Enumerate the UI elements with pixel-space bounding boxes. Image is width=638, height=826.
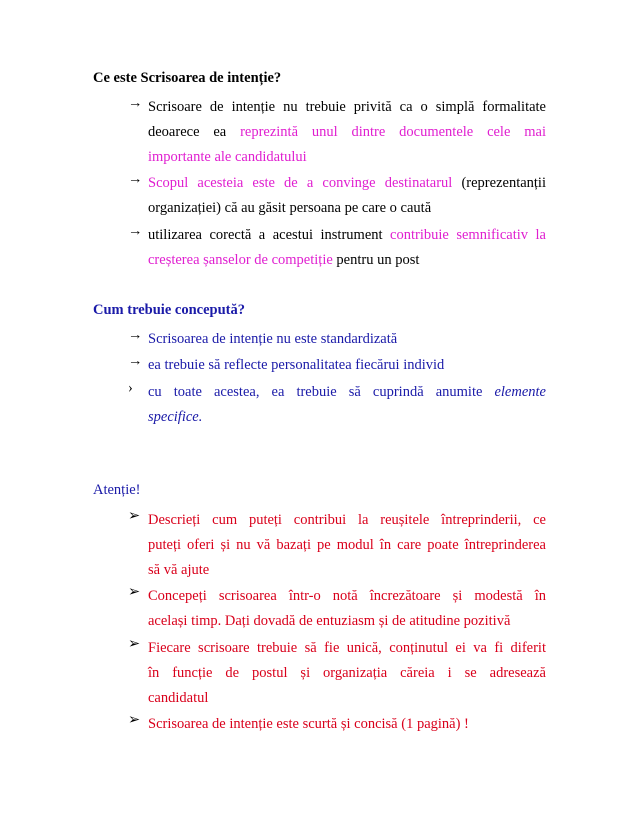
list-item — [128, 95, 546, 170]
text-run: organizației) că au găsit persoana pe care o caută — [148, 200, 432, 216]
text-line — [148, 533, 546, 558]
text-line — [148, 196, 546, 221]
text-line — [148, 712, 546, 737]
list-item — [128, 712, 546, 737]
list-item — [128, 636, 546, 711]
text-run: Descrieți cum puteți contribui la reușitele întreprinderii, ce — [148, 512, 546, 528]
list-item — [128, 171, 546, 221]
text-line — [148, 380, 546, 405]
arrow-icon: → — [128, 223, 143, 239]
bullet-arrowhead-icon: ➢ — [128, 584, 141, 600]
text-run: Scrisoarea de intenție nu este standardizată — [148, 331, 398, 347]
text-run: contribuie semnificativ la — [390, 227, 546, 243]
text-run: specifice. — [148, 409, 203, 425]
arrow-icon: → — [128, 353, 143, 369]
text-run: Scrisoare de intenție nu trebuie privită ca o simplă formalitate — [148, 99, 546, 115]
text-run: elemente — [494, 384, 546, 400]
text-line — [148, 171, 546, 196]
text-line — [148, 95, 546, 120]
list-item — [128, 353, 546, 378]
arrow-icon: → — [128, 95, 143, 111]
list-item — [128, 508, 546, 583]
bullet-arrowhead-icon: ➢ — [128, 636, 141, 652]
text-line — [148, 120, 546, 145]
text-run: deoarece ea — [148, 124, 241, 140]
list-item — [128, 584, 546, 634]
text-run: Scrisoarea de intenție este scurtă și concisă (1 pagină) ! — [148, 716, 469, 732]
section-heading-how-conceived: Cum trebuie concepută? — [93, 302, 245, 318]
text-line — [148, 223, 546, 248]
bullet-arrowhead-icon: ➢ — [128, 508, 141, 524]
text-line — [148, 686, 546, 711]
text-line — [148, 353, 546, 378]
text-run: reprezintă unul dintre documentele cele mai — [240, 124, 546, 140]
text-line — [148, 145, 546, 170]
section-heading-attention: Atenție! — [93, 482, 141, 498]
bullet-arrowhead-icon: ➢ — [128, 712, 141, 728]
text-run: cu toate acestea, ea trebuie să cuprindă anumite — [148, 384, 495, 400]
text-line — [148, 508, 546, 533]
text-run: în funcție de postul și organizația căreia i se adresează — [148, 665, 546, 681]
text-run: Fiecare scrisoare trebuie să fie unică, conținutul ei va fi diferit — [148, 640, 546, 656]
arrow-icon: → — [128, 171, 143, 187]
text-run: ea trebuie să reflecte personalitatea fiecărui individ — [148, 357, 445, 373]
list-item — [128, 380, 546, 430]
text-run: utilizarea corectă a acestui instrument — [148, 227, 391, 243]
chevron-right-icon: › — [128, 380, 133, 396]
list-item — [128, 327, 546, 352]
text-run: să vă ajute — [148, 562, 210, 578]
text-line — [148, 327, 546, 352]
text-line — [148, 248, 546, 273]
arrow-icon: → — [128, 327, 143, 343]
text-run: candidatul — [148, 690, 209, 706]
text-line — [148, 405, 546, 430]
text-run: același timp. Dați dovadă de entuziasm și de atitudine pozitivă — [148, 613, 511, 629]
text-run: importante ale candidatului — [148, 149, 307, 165]
text-run: Scopul acesteia este de a convinge destinatarul — [148, 175, 453, 191]
section-heading-what-is: Ce este Scrisoarea de intenție? — [93, 70, 282, 86]
text-line — [148, 558, 546, 583]
text-run: creșterea șanselor de competiție — [148, 252, 333, 268]
text-line — [148, 584, 546, 609]
text-line — [148, 636, 546, 661]
text-line — [148, 609, 546, 634]
text-run: Concepeți scrisoarea într-o notă încrezătoare și modestă în — [148, 588, 546, 604]
text-run: pentru un post — [332, 252, 420, 268]
list-item — [128, 223, 546, 273]
text-line — [148, 661, 546, 686]
text-run: puteți oferi și nu vă bazați pe modul în care poate întreprinderea — [148, 537, 546, 553]
text-run: (reprezentanții — [452, 175, 546, 191]
